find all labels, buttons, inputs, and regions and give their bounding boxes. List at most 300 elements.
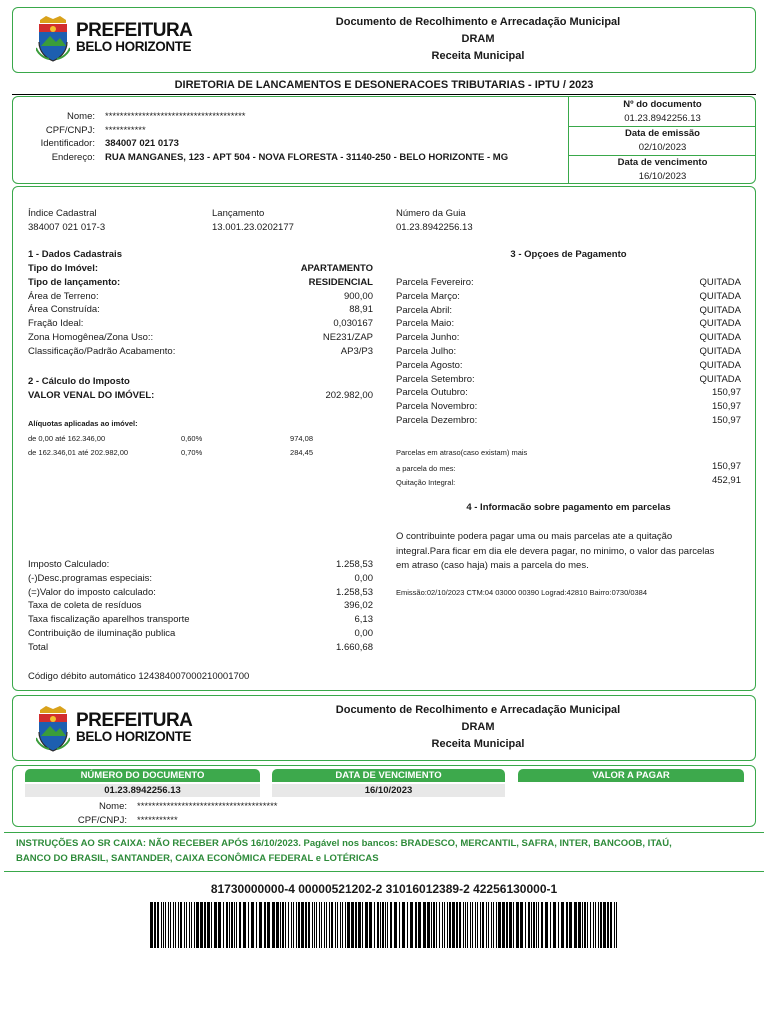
- barcode-bar: [267, 902, 270, 948]
- cadastral-row-value: AP3/P3: [340, 345, 373, 357]
- total-row-label: Imposto Calculado:: [28, 559, 110, 570]
- barcode-bar: [600, 902, 602, 948]
- total-row-label: Contribuição de iluminação publica: [28, 627, 176, 639]
- barcode-bar: [452, 902, 455, 948]
- barcode-bar: [234, 902, 235, 948]
- installment-row-label: Parcela Novembro:: [396, 401, 478, 413]
- barcode-bar: [569, 902, 572, 948]
- barcode-bar: [574, 902, 577, 948]
- receipt-header-box: [12, 695, 756, 761]
- barcode-bar: [276, 902, 279, 948]
- barcode-bar: [477, 902, 478, 948]
- barcode-bar: [285, 902, 286, 948]
- installment-row: [396, 414, 741, 428]
- receipt-logo: [36, 704, 192, 752]
- barcode-bar: [493, 902, 494, 948]
- installment-row-value: QUITADA: [699, 359, 741, 371]
- cadastral-row-label: Zona Homogênea/Zona Uso::: [28, 331, 154, 343]
- installment-row-label: Parcela Outubro:: [396, 387, 468, 399]
- barcode-bar: [282, 902, 284, 948]
- barcode-bar: [456, 902, 458, 948]
- barcode-bar: [191, 902, 192, 948]
- barcode-bar: [598, 902, 599, 948]
- total-row-value: 0,00: [354, 572, 373, 584]
- barcode-bar: [358, 902, 361, 948]
- barcode-bar: [342, 902, 343, 948]
- total-row-label: Total: [28, 641, 49, 653]
- launch-label: Lançamento: [212, 208, 265, 219]
- total-row-value: 1.660,68: [336, 641, 373, 653]
- total-row-value: 1.258,53: [336, 586, 373, 598]
- section-3-title: 3 - Opçoes de Pagamento: [510, 249, 627, 260]
- address-value: RUA MANGANES, 123 - APT 504 - NOVA FLORESTA - 31140-250 - BELO HORIZONTE - MG: [105, 151, 509, 163]
- barcode-bar: [390, 902, 392, 948]
- installment-row-label: Parcela Março:: [396, 290, 460, 302]
- barcode-bar: [194, 902, 195, 948]
- cadastral-data-list: [28, 262, 373, 359]
- barcode-bar: [312, 902, 313, 948]
- barcode-bar: [298, 902, 300, 948]
- total-row: [28, 613, 373, 627]
- cadastral-row-value: NE231/ZAP: [322, 331, 373, 343]
- barcode-bar: [329, 902, 330, 948]
- address-label: Endereço:: [51, 151, 95, 163]
- barcode-bar: [399, 902, 400, 948]
- barcode-bar: [335, 902, 336, 948]
- barcode-bar: [264, 902, 266, 948]
- barcode-bar: [316, 902, 317, 948]
- logo-word-city: BELO HORIZONTE: [76, 39, 192, 54]
- due-date-label: Data de vencimento: [617, 157, 708, 168]
- barcode-bar: [407, 902, 408, 948]
- barcode-bar: [280, 902, 281, 948]
- barcode-bar: [447, 902, 448, 948]
- installment-row: [396, 345, 741, 359]
- cadastral-row-value: 0,030167: [333, 318, 373, 330]
- cadastral-row: [28, 290, 373, 304]
- barcode-bar: [204, 902, 206, 948]
- barcode-bar: [491, 902, 492, 948]
- barcode-bar: [465, 902, 466, 948]
- barcode-bar: [293, 902, 294, 948]
- barcode-bar: [178, 902, 179, 948]
- info-text-1: O contribuinte podera pagar uma ou mais parcelas ate a quitação: [396, 531, 673, 542]
- receipt-doc-number: 01.23.8942256.13: [25, 784, 260, 797]
- installment-row-value: QUITADA: [699, 290, 741, 302]
- installment-row-value: QUITADA: [699, 304, 741, 316]
- cadastral-row-value: RESIDENCIAL: [308, 276, 373, 288]
- barcode-bar: [415, 902, 417, 948]
- installments-list: [396, 276, 741, 428]
- barcode-bar: [319, 902, 320, 948]
- guide-number-label: Número da Guia: [396, 208, 466, 219]
- barcode-bar: [365, 902, 368, 948]
- installment-row-label: Parcela Agosto:: [396, 359, 463, 371]
- auto-debit-code: Código débito automático 1243840070002100017​00: [28, 671, 250, 682]
- barcode-bar: [347, 902, 350, 948]
- barcode-bar: [584, 902, 586, 948]
- cpf-value: ***********: [105, 124, 146, 136]
- full-payment-label: Quitação Integral:: [396, 478, 456, 487]
- barcode-bar: [463, 902, 464, 948]
- barcode-bar: [480, 902, 481, 948]
- barcode-bar: [157, 902, 159, 948]
- barcode-bar: [189, 902, 190, 948]
- barcode-bar: [614, 902, 615, 948]
- barcode-bar: [196, 902, 199, 948]
- barcode-bar: [525, 902, 526, 948]
- installment-row: [396, 276, 741, 290]
- installment-row-value: 150,97: [711, 387, 741, 399]
- doc-number-value: 01.23.8942256.13: [624, 113, 701, 124]
- installment-row-label: Parcela Junho:: [396, 332, 460, 344]
- barcode-bar: [439, 902, 440, 948]
- barcode-bar: [296, 902, 297, 948]
- section-1-title: 1 - Dados Cadastrais: [28, 249, 122, 260]
- barcode-bar: [449, 902, 451, 948]
- barcode-bar: [610, 902, 612, 948]
- barcode-bar: [531, 902, 532, 948]
- barcode-bar: [538, 902, 539, 948]
- barcode-bar: [236, 902, 237, 948]
- barcode-bar: [475, 902, 476, 948]
- barcode-bar: [200, 902, 203, 948]
- installment-row-label: Parcela Setembro:: [396, 373, 475, 385]
- digitable-line: 81730000000-4 00000521202-2 31016012389-2 42256130000-1: [210, 882, 558, 896]
- identifier-value: 384007 021 0173: [105, 138, 179, 149]
- total-row-value: 396,02: [343, 600, 373, 612]
- barcode-bar: [385, 902, 386, 948]
- rate-percent: 0,70%: [181, 447, 203, 457]
- barcode-bar: [418, 902, 421, 948]
- barcode-bar: [321, 902, 322, 948]
- total-row: [28, 641, 373, 655]
- barcode-bar: [566, 902, 568, 948]
- full-payment-row: [396, 474, 741, 490]
- doc-info-panel: [568, 97, 756, 184]
- cadastral-row-label: Tipo do Imóvel:: [28, 263, 99, 274]
- barcode-bar: [305, 902, 307, 948]
- rate-amount: 974,08: [290, 434, 313, 443]
- total-row-label: Taxa fiscalização aparelhos transporte: [28, 614, 190, 626]
- barcode-bar: [488, 902, 489, 948]
- due-date-tab: DATA DE VENCIMENTO: [272, 769, 505, 782]
- installment-row: [396, 317, 741, 331]
- total-row: [28, 586, 373, 600]
- barcode-bar: [528, 902, 530, 948]
- barcode-bar: [394, 902, 397, 948]
- cadastral-row: [28, 331, 373, 345]
- name-label: Nome:: [67, 111, 95, 122]
- installment-row-value: 150,97: [711, 401, 741, 413]
- barcode-bar: [582, 902, 583, 948]
- cadastral-row-value: APARTAMENTO: [300, 263, 373, 274]
- receipt-due-date: 16/10/2023: [272, 784, 505, 797]
- barcode-bar: [301, 902, 304, 948]
- barcode-bar: [340, 902, 341, 948]
- barcode-bar: [595, 902, 596, 948]
- barcode-bar: [513, 902, 514, 948]
- installment-row: [396, 373, 741, 387]
- barcode-bar: [150, 902, 153, 948]
- name-value: **************************************: [105, 111, 246, 122]
- rate-row: [28, 432, 328, 446]
- barcode-bar: [211, 902, 212, 948]
- installment-row: [396, 359, 741, 373]
- barcode-bar: [324, 902, 325, 948]
- venal-value-label: VALOR VENAL DO IMÓVEL:: [28, 390, 155, 401]
- barcode-bar: [482, 902, 484, 948]
- barcode-bar: [427, 902, 430, 948]
- barcode-bar: [607, 902, 609, 948]
- barcode-bar: [498, 902, 501, 948]
- barcode-bar: [223, 902, 224, 948]
- barcode-bar: [248, 902, 249, 948]
- cadastral-row: [28, 345, 373, 359]
- venal-value-row: [28, 389, 373, 403]
- barcode-bar: [165, 902, 166, 948]
- section-2-title: 2 - Cálculo do Imposto: [28, 376, 130, 387]
- total-row-value: 6,13: [354, 614, 373, 626]
- installment-row: [396, 304, 741, 318]
- barcode-bar: [251, 902, 254, 948]
- rate-amount: 284,45: [290, 447, 313, 457]
- cadastral-row-label: Área Construída:: [28, 304, 100, 316]
- info-text-2: integral.Para ficar em dia ele devera pagar, no minimo, o valor das parcelas: [396, 545, 715, 557]
- receipt-header-line-3: Receita Municipal: [431, 738, 525, 750]
- barcode-bar: [470, 902, 471, 948]
- full-payment-value: 452,91: [711, 475, 741, 486]
- barcode-bar: [431, 902, 432, 948]
- rate-percent: 0,60%: [181, 434, 203, 443]
- overdue-text-2: a parcela do mes:: [396, 464, 456, 473]
- installment-row: [396, 331, 741, 345]
- barcode-bar: [467, 902, 468, 948]
- taxpayer-box: [12, 96, 756, 184]
- barcode-bar: [382, 902, 384, 948]
- main-box: [12, 186, 756, 691]
- barcode-bar: [345, 902, 346, 948]
- receipt-name-label: Nome:: [99, 801, 127, 812]
- barcode-bar: [168, 902, 169, 948]
- barcode-bar: [331, 902, 333, 948]
- barcode: [150, 902, 618, 948]
- due-date-value: 16/10/2023: [638, 171, 687, 182]
- barcode-bar: [459, 902, 461, 948]
- barcode-bar: [362, 902, 363, 948]
- barcode-bar: [226, 902, 228, 948]
- barcode-bar: [442, 902, 443, 948]
- barcode-bar: [163, 902, 164, 948]
- barcode-bar: [256, 902, 257, 948]
- cadastral-row: [28, 262, 373, 276]
- barcode-bar: [218, 902, 221, 948]
- installment-row: [396, 290, 741, 304]
- cadastral-row-label: Área de Terreno:: [28, 290, 99, 302]
- barcode-bar: [410, 902, 413, 948]
- rates-title: Alíquotas aplicadas ao imóvel:: [28, 419, 138, 428]
- barcode-bar: [170, 902, 171, 948]
- rate-range: de 0,00 até 162.346,00: [28, 434, 106, 443]
- doc-number-tab: NÚMERO DO DOCUMENTO: [25, 769, 260, 782]
- barcode-bar: [288, 902, 289, 948]
- coat-of-arms-icon: [36, 14, 70, 62]
- barcode-bar: [180, 902, 182, 948]
- logo-word-prefeitura: PREFEITURA: [76, 710, 193, 731]
- barcode-bar: [239, 902, 241, 948]
- document-title: DIRETORIA DE LANCAMENTOS E DESONERACOES TRIBUTARIAS - IPTU / 2023: [174, 79, 594, 91]
- installment-row-value: QUITADA: [699, 345, 741, 357]
- cadastral-row-label: Tipo de lançamento:: [28, 276, 121, 288]
- barcode-bar: [351, 902, 354, 948]
- title-divider: [12, 94, 756, 95]
- barcode-bar: [175, 902, 176, 948]
- barcode-bar: [502, 902, 505, 948]
- receipt-box: [12, 765, 756, 827]
- barcode-bar: [520, 902, 523, 948]
- barcode-bar: [214, 902, 217, 948]
- barcode-bar: [369, 902, 372, 948]
- total-row: [28, 558, 373, 572]
- barcode-bar: [291, 902, 292, 948]
- barcode-bar: [374, 902, 375, 948]
- installment-row-value: QUITADA: [699, 277, 741, 288]
- installment-row-label: Parcela Maio:: [396, 318, 455, 330]
- barcode-bar: [229, 902, 230, 948]
- total-row-label: Taxa de coleta de resíduos: [28, 600, 142, 612]
- barcode-bar: [314, 902, 315, 948]
- barcode-bar: [308, 902, 310, 948]
- issue-date-value: 02/10/2023: [638, 142, 687, 153]
- total-row: [28, 572, 373, 586]
- barcode-bar: [423, 902, 426, 948]
- total-row-value: 0,00: [354, 627, 373, 639]
- identifier-label: Identificador:: [40, 138, 95, 149]
- installment-row-label: Parcela Dezembro:: [396, 414, 478, 426]
- logo-word-city: BELO HORIZONTE: [76, 729, 192, 744]
- info-text-3: em atraso (caso haja) mais a parcela do mes.: [396, 560, 589, 571]
- barcode-bar: [259, 902, 262, 948]
- logo: [36, 14, 192, 62]
- total-row-value: 1.258,53: [336, 559, 373, 570]
- barcode-bar: [587, 902, 588, 948]
- barcode-bar: [506, 902, 508, 948]
- header-box: [12, 7, 756, 73]
- issue-date-label: Data de emissão: [625, 128, 700, 139]
- barcode-bar: [387, 902, 388, 948]
- venal-value-amount: 202.982,00: [325, 390, 373, 401]
- total-row: [28, 627, 373, 641]
- rate-range: de 162.346,01 até 202.982,00: [28, 447, 129, 457]
- total-row: [28, 599, 373, 613]
- total-row-label: (-)Desc.programas especiais:: [28, 572, 153, 584]
- installment-row-label: Parcela Abril:: [396, 304, 452, 316]
- barcode-bar: [272, 902, 275, 948]
- installment-row-label: Parcela Julho:: [396, 345, 457, 357]
- barcode-bar: [184, 902, 185, 948]
- barcode-bar: [550, 902, 551, 948]
- receipt-header-line-2: DRAM: [461, 721, 495, 733]
- overdue-text-1: Parcelas em atraso(caso existam) mais: [396, 448, 528, 457]
- launch-value: 13.001.23.0202177: [212, 221, 294, 233]
- receipt-cpf-value: ***********: [137, 814, 178, 826]
- barcode-bar: [355, 902, 357, 948]
- logo-word-prefeitura: PREFEITURA: [76, 20, 193, 41]
- guide-number-value: 01.23.8942256.13: [396, 221, 473, 233]
- amount-tab: VALOR A PAGAR: [518, 769, 744, 782]
- cadastral-row-label: Classificação/Padrão Acabamento:: [28, 345, 176, 357]
- cadastral-row: [28, 303, 373, 317]
- barcode-bar: [337, 902, 338, 948]
- barcode-bar: [536, 902, 537, 948]
- instructions-line-1: INSTRUÇÕES AO SR CAIXA: NÃO RECEBER APÓS 16/10/2023. Pagável nos bancos: BRADESCO, MERCANTIL, SAFRA, INTER, BANCOOB, ITAÚ,: [16, 838, 672, 849]
- barcode-bar: [578, 902, 581, 948]
- instructions-box: [4, 832, 764, 872]
- installment-row: [396, 400, 741, 414]
- totals-list: [28, 558, 373, 655]
- header-line-3: Receita Municipal: [431, 50, 525, 62]
- cadastral-row-label: Fração Ideal:: [28, 318, 84, 330]
- receipt-name-value: **************************************: [137, 801, 278, 812]
- cadastral-index-value: 384007 021 017-3: [28, 221, 106, 233]
- barcode-bar: [590, 902, 591, 948]
- header-line-2: DRAM: [461, 33, 495, 45]
- cadastral-row-value: 900,00: [343, 290, 373, 302]
- barcode-bar: [380, 902, 381, 948]
- barcode-bar: [444, 902, 445, 948]
- emission-details: Emissão:02/10/2023 CTM:04 03000 00390 Lograd:42810 Bairro:0730/0384: [396, 588, 648, 597]
- barcode-bar: [509, 902, 512, 948]
- barcode-bar: [161, 902, 162, 948]
- installment-row-value: 150,97: [711, 414, 741, 426]
- barcode-bar: [231, 902, 233, 948]
- receipt-header-line-1: Documento de Recolhimento e Arrecadação Municipal: [335, 704, 621, 716]
- barcode-bar: [186, 902, 187, 948]
- cadastral-row: [28, 276, 373, 290]
- coat-of-arms-icon: [36, 704, 70, 752]
- barcode-bar: [561, 902, 564, 948]
- rates-list: [28, 432, 328, 459]
- barcode-bar: [173, 902, 174, 948]
- cpf-label: CPF/CNPJ:: [45, 124, 95, 136]
- barcode-bar: [326, 902, 327, 948]
- barcode-bar: [436, 902, 437, 948]
- barcode-bar: [616, 902, 617, 948]
- receipt-cpf-label: CPF/CNPJ:: [77, 814, 127, 826]
- barcode-bar: [541, 902, 543, 948]
- barcode-bar: [402, 902, 405, 948]
- cadastral-row-value: 88,91: [349, 304, 373, 316]
- section-4-title: 4 - Informacão sobre pagamento em parcelas: [466, 502, 671, 513]
- barcode-bar: [545, 902, 548, 948]
- installment-row-value: QUITADA: [699, 373, 741, 385]
- cadastral-row: [28, 317, 373, 331]
- rate-row: [28, 446, 328, 460]
- barcode-bar: [516, 902, 519, 948]
- barcode-bar: [533, 902, 535, 948]
- barcode-bar: [593, 902, 594, 948]
- total-row-label: (=)Valor do imposto calculado:: [28, 586, 156, 598]
- installment-row-value: QUITADA: [699, 332, 741, 344]
- barcode-bar: [496, 902, 497, 948]
- cadastral-index-label: Índice Cadastral: [28, 208, 97, 219]
- barcode-bar: [558, 902, 559, 948]
- barcode-bar: [377, 902, 379, 948]
- doc-number-label: Nº do documento: [623, 99, 702, 110]
- barcode-bar: [243, 902, 246, 948]
- installment-row-label: Parcela Fevereiro:: [396, 277, 474, 288]
- barcode-bar: [486, 902, 487, 948]
